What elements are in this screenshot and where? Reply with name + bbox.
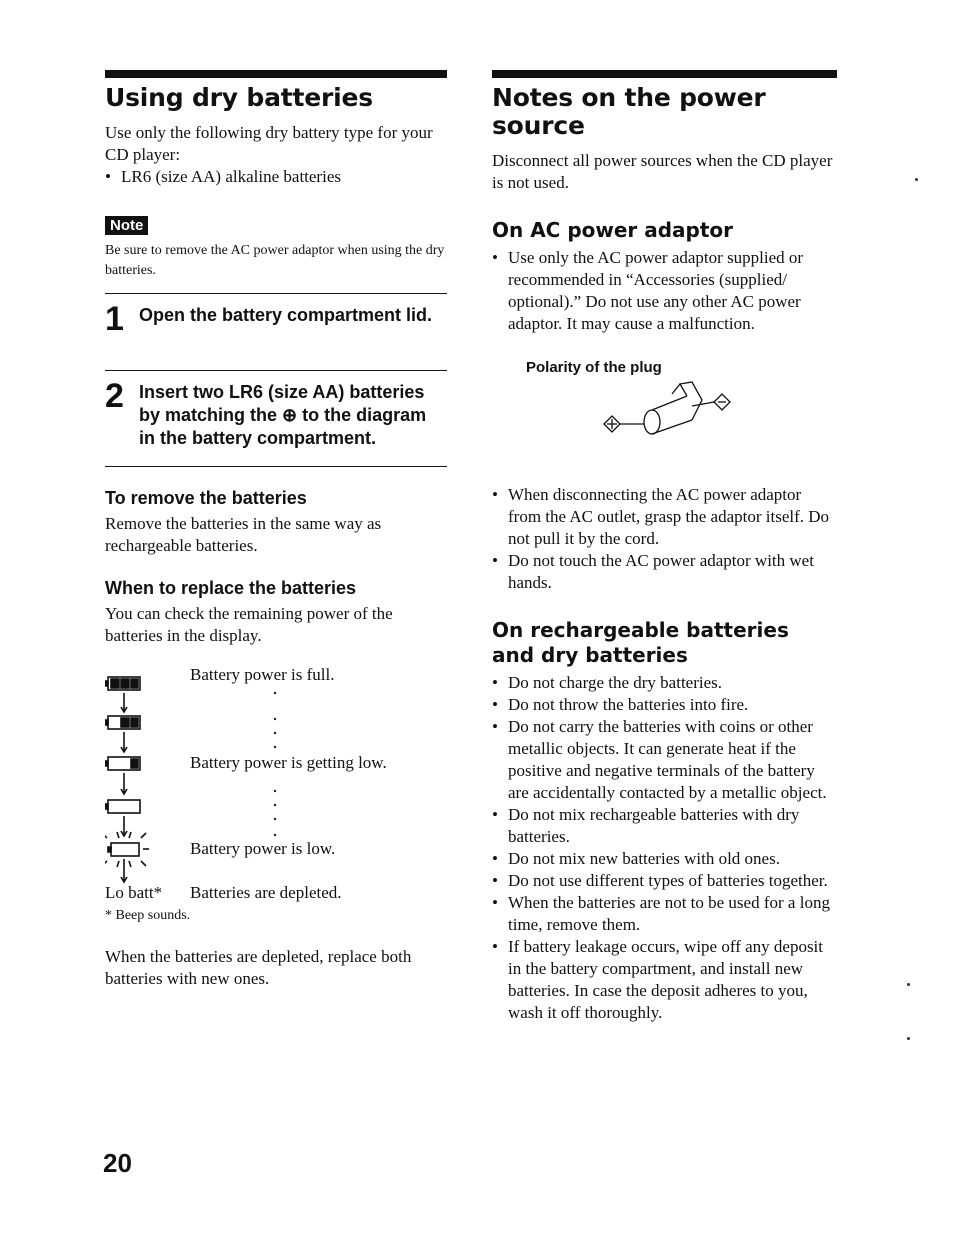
step-1 (105, 300, 447, 338)
step-text: Insert two LR6 (size AA) batteries by matching the ⊕ to the diagram in the battery compartment. (139, 382, 427, 448)
battery-full-icon (105, 677, 140, 690)
step-number: 2 (105, 377, 124, 415)
note-text: Be sure to remove the AC power adaptor when using the dry batteries. (105, 243, 445, 278)
recharge-bullet: • Do not mix new batteries with old ones. (492, 848, 837, 870)
section-title-power-source: Notes on the power source (492, 83, 766, 140)
step-number: 1 (105, 300, 124, 338)
recharge-bullet: • Do not mix rechargeable batteries with dry batteries. (492, 804, 837, 848)
polarity-label: Polarity of the plug (526, 359, 662, 376)
battery-state-getting-low: Battery power is getting low. (190, 753, 387, 772)
battery-flashing-icon (105, 832, 149, 867)
divider (105, 293, 447, 294)
power-intro: Disconnect all power sources when the CD player is not used. (492, 151, 833, 192)
recharge-bullets (492, 672, 837, 1024)
recharge-bullet: • When the batteries are not to be used for a long time, remove them. (492, 892, 837, 936)
battery-indicator-chart (105, 665, 447, 918)
margin-mark (907, 1037, 910, 1040)
section-title-dry-batteries: Using dry batteries (105, 83, 373, 112)
lo-batt-label: Lo batt* (105, 883, 163, 902)
ac-bullet: • Use only the AC power adaptor supplied or recommended in “Accessories (supplied/ optional).” Do not use any other AC power adaptor. It may cause a malfunction. (492, 247, 837, 335)
recharge-bullet: • Do not use different types of batteries together. (492, 870, 837, 892)
recharge-bullet: • If battery leakage occurs, wipe off any deposit in the battery compartment, and install new batteries. In case the deposit adheres to you, wash it off thoroughly. (492, 936, 837, 1024)
step-2 (105, 377, 447, 450)
divider (105, 466, 447, 467)
section-rule (105, 70, 447, 78)
footnote: * Beep sounds. (105, 908, 191, 923)
recharge-bullet: • Do not throw the batteries into fire. (492, 694, 837, 716)
replace-text: You can check the remaining power of the batteries in the display. (105, 604, 393, 645)
divider (105, 370, 447, 371)
battery-state-full: Battery power is full. (190, 665, 335, 684)
page-number: 20 (103, 1148, 132, 1178)
recharge-bullet: • Do not carry the batteries with coins or other metallic objects. It can generate heat if the positive and negative terminals of the battery are accidentally contacted by a metallic object. (492, 716, 837, 804)
battery-one-third-icon (105, 757, 140, 770)
margin-mark (907, 983, 910, 986)
recharge-bullet: • Do not charge the dry batteries. (492, 672, 837, 694)
ac-bullet: • When disconnecting the AC power adaptor from the AC outlet, grasp the adaptor itself. Do not pull it by the cord. (492, 484, 837, 550)
ac-bullet: • Do not touch the AC power adaptor with wet hands. (492, 550, 837, 594)
remove-text: Remove the batteries in the same way as rechargeable batteries. (105, 514, 382, 555)
intro-text: Use only the following dry battery type for your CD player: (105, 123, 433, 164)
intro-bullet: • LR6 (size AA) alkaline batteries (105, 166, 447, 188)
left-column (105, 70, 447, 990)
recharge-heading: On rechargeable batteries and dry batteries (492, 618, 789, 667)
right-column (492, 70, 837, 1024)
battery-empty-icon (105, 800, 140, 813)
battery-level-icons (105, 673, 155, 898)
section-rule (492, 70, 837, 78)
battery-state-low: Battery power is low. (190, 839, 336, 858)
step-text: Open the battery compartment lid. (139, 305, 433, 325)
margin-mark (915, 178, 918, 181)
replace-heading: When to replace the batteries (105, 578, 357, 598)
plug-polarity-icon (592, 376, 742, 456)
remove-heading: To remove the batteries (105, 488, 307, 508)
ac-adaptor-heading: On AC power adaptor (492, 218, 734, 242)
battery-two-thirds-icon (105, 716, 140, 729)
battery-state-depleted: Batteries are depleted. (190, 883, 342, 902)
note-badge: Note (105, 216, 148, 235)
closing-text: When the batteries are depleted, replace both batteries with new ones. (105, 947, 412, 988)
ac-bullets-2 (492, 484, 837, 594)
ac-bullets (492, 247, 837, 335)
